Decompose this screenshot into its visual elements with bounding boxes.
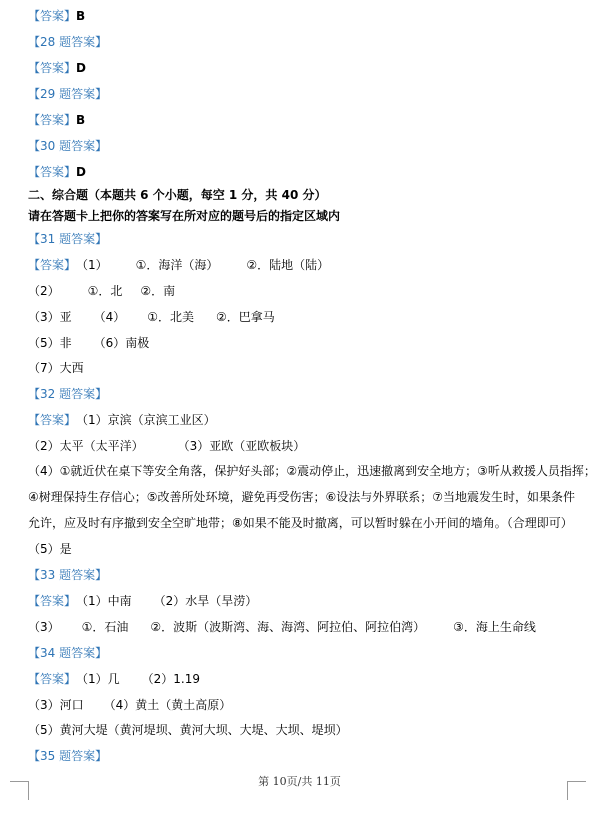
text-line xyxy=(28,567,107,583)
text-line xyxy=(28,187,326,203)
answer-text: ①．北 xyxy=(87,284,123,298)
text-line xyxy=(28,619,536,635)
answer-tag: 【答案】 xyxy=(28,113,77,127)
text-line xyxy=(28,593,257,609)
answer-tag: 【答案】 xyxy=(28,594,77,608)
text-line xyxy=(28,86,107,102)
text-line xyxy=(28,164,86,180)
page-footer: 第 10页/共 11页 xyxy=(258,775,341,788)
answer-text: （2）1.19 xyxy=(141,672,201,686)
text-line xyxy=(28,360,84,376)
answer-tag: 【32 题答案】 xyxy=(28,387,108,401)
answer-text: ①．海洋（海） xyxy=(135,258,219,272)
answer-text: 二、综合题（本题共 6 个小题，每空 1 分，共 40 分） xyxy=(28,188,327,202)
text-line xyxy=(28,541,72,557)
answer-tag: 【29 题答案】 xyxy=(28,87,108,101)
answer-text: B xyxy=(76,113,86,127)
answer-text: ④树理保持生存信心；⑤改善所处环境，避免再受伤害；⑥设法与外界联系；⑦当地震发生时，如果条件 xyxy=(28,490,576,504)
text-line xyxy=(28,645,107,661)
text-line xyxy=(28,138,107,154)
answer-tag: 【答案】 xyxy=(28,413,77,427)
answer-text: （5）黄河大堤（黄河堤坝、黄河大坝、大堤、大坝、堤坝） xyxy=(28,723,348,737)
answer-tag: 【答案】 xyxy=(28,672,77,686)
text-line xyxy=(28,386,107,402)
answer-tag: 【35 题答案】 xyxy=(28,749,108,763)
text-line xyxy=(28,438,305,454)
answer-text: （1）京滨（京滨工业区） xyxy=(76,413,216,427)
answer-tag: 【31 题答案】 xyxy=(28,232,108,246)
answer-text: （1）几 xyxy=(76,672,120,686)
answer-tag: 【33 题答案】 xyxy=(28,568,108,582)
answer-text: ②．波斯（波斯湾、海、海湾、阿拉伯、阿拉伯湾） xyxy=(150,620,426,634)
answer-tag: 【34 题答案】 xyxy=(28,646,108,660)
text-line xyxy=(28,412,216,428)
text-line xyxy=(28,112,85,128)
text-line xyxy=(28,34,107,50)
answer-text: （3） xyxy=(28,620,60,634)
answer-text: B xyxy=(76,9,86,23)
answer-tag: 【答案】 xyxy=(28,165,77,179)
answer-text: （4）①就近伏在桌下等安全角落，保护好头部；②震动停止，迅速撤离到安全地方；③听从救援人员指挥； xyxy=(28,464,596,478)
text-line xyxy=(28,722,348,738)
answer-text: （6）南极 xyxy=(93,336,150,350)
answer-text: ②．陆地（陆） xyxy=(246,258,330,272)
text-line xyxy=(28,463,596,479)
text-line xyxy=(28,257,329,273)
answer-text: （5）非 xyxy=(28,336,72,350)
answer-text: （2）水旱（旱涝） xyxy=(153,594,258,608)
answer-text: ③．海上生命线 xyxy=(453,620,536,634)
answer-text: 允许，应及时有序撤到安全空旷地带；⑧如果不能及时撤离，可以暂时躲在小开间的墙角。（合理即可） xyxy=(28,516,573,530)
text-line xyxy=(28,671,200,687)
answer-text: ②．南 xyxy=(140,284,176,298)
answer-tag: 【答案】 xyxy=(28,61,77,75)
page-corner-mark-left xyxy=(10,781,29,800)
answer-text: （1）中南 xyxy=(76,594,132,608)
text-line xyxy=(28,335,149,351)
answer-text: D xyxy=(76,61,86,75)
text-line xyxy=(28,283,175,299)
text-line xyxy=(28,748,107,764)
answer-text: （3）河口 xyxy=(28,698,84,712)
answer-tag: 【28 题答案】 xyxy=(28,35,108,49)
text-line xyxy=(28,309,275,325)
answer-text: D xyxy=(76,165,86,179)
text-line xyxy=(28,208,340,224)
answer-text: （7）大西 xyxy=(28,361,84,375)
answer-tag: 【答案】 xyxy=(28,9,77,23)
answer-tag: 【30 题答案】 xyxy=(28,139,108,153)
answer-text: （1） xyxy=(76,258,108,272)
answer-text: ②．巴拿马 xyxy=(216,310,275,324)
text-line xyxy=(28,60,86,76)
text-line xyxy=(28,515,573,531)
page-corner-mark-right xyxy=(567,781,586,800)
answer-tag: 【答案】 xyxy=(28,258,77,272)
answer-text: ①．北美 xyxy=(147,310,195,324)
answer-text: （3）亚 xyxy=(28,310,72,324)
answer-text: （2） xyxy=(28,284,60,298)
answer-text: （3）亚欧（亚欧板块） xyxy=(177,439,306,453)
text-line xyxy=(28,231,107,247)
answer-text: （2）太平（太平洋） xyxy=(28,439,144,453)
answer-text: （4）黄土（黄土高原） xyxy=(103,698,232,712)
answer-text: （4） xyxy=(93,310,126,324)
answer-text: （5）是 xyxy=(28,542,72,556)
answer-text: ①．石油 xyxy=(81,620,129,634)
text-line xyxy=(28,697,231,713)
text-line xyxy=(28,489,575,505)
answer-text: 请在答题卡上把你的答案写在所对应的题号后的指定区域内 xyxy=(28,209,341,223)
text-line xyxy=(28,8,85,24)
